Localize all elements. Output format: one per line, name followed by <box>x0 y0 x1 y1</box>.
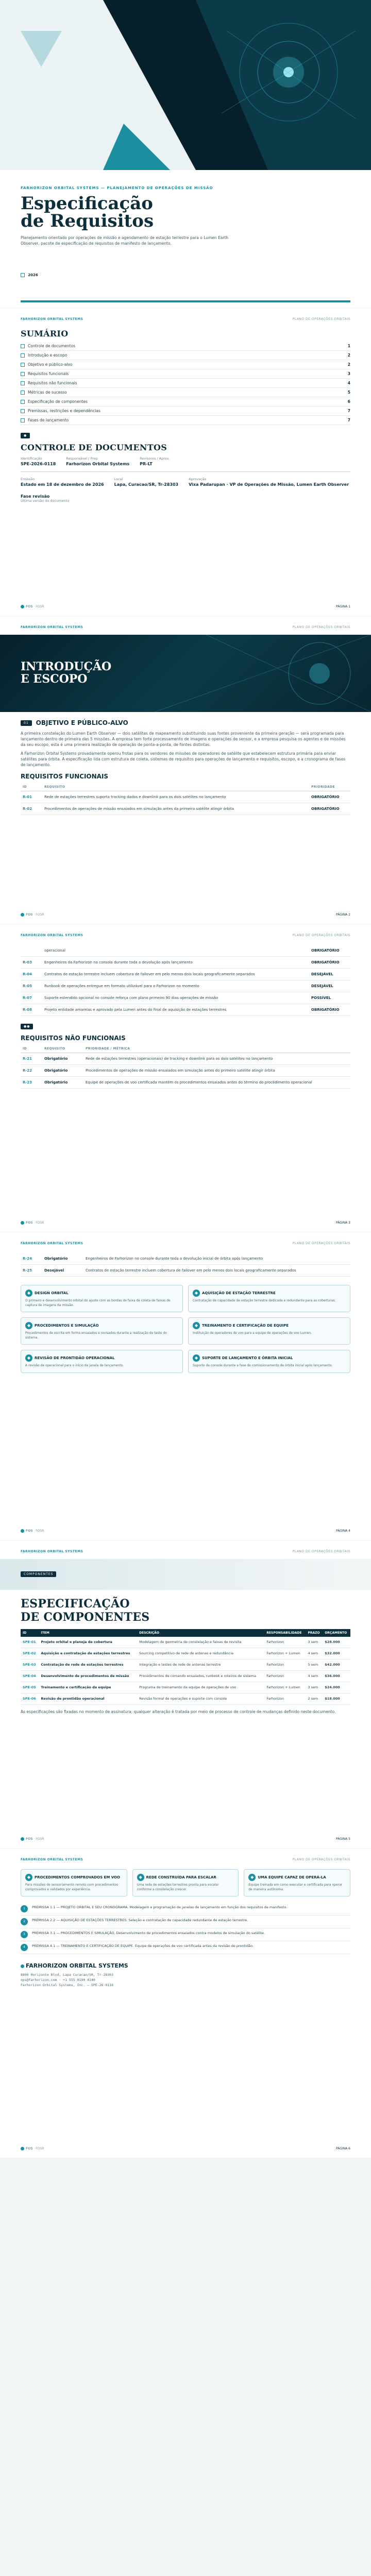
checkbox-icon <box>21 363 25 367</box>
table-row <box>21 1637 350 1648</box>
components-title-2: DE COMPONENTES <box>21 1611 150 1624</box>
cover-hero-image <box>0 0 371 170</box>
page-header: FARHORIZON ORBITAL SYSTEMS PLANO DE OPERAÇÕES ORBITAIS <box>21 1858 350 1861</box>
assumption-text: PREMISSA 4.1 — TREINAMENTO E CERTIFICAÇÃO DE EQUIPE. Equipe de operações de voo certificada antes da revisão de prontidão. <box>32 1944 254 1948</box>
address-line: ops@farhorizon.com · +1 555 0190 4140 <box>21 1978 95 1982</box>
toc-item-page: 3 <box>347 371 350 376</box>
req-priority: DESEJÁVEL <box>309 969 350 980</box>
col-id: ID <box>21 783 42 791</box>
card-title: ◆ DESIGN ORBITAL <box>25 1290 178 1297</box>
toc-item[interactable] <box>21 397 350 406</box>
toc-item[interactable] <box>21 379 350 388</box>
doc-sub-fields <box>21 477 350 487</box>
req-text: Equipe de operações de voo certificada mantém os procedimentos ensaiados antes do término do procedimento operacional <box>83 1077 350 1089</box>
toc-item[interactable] <box>21 406 350 416</box>
satellite-icon: ◆ <box>137 1874 144 1881</box>
req-id: R-24 <box>21 1253 42 1265</box>
card-desc: Contratação de capacidade de estação terrestre dedicada e redundante para as coberturas. <box>193 1299 336 1302</box>
req-id: R-04 <box>21 969 42 980</box>
toc-item-label: Objetivo e público-alvo <box>28 362 73 367</box>
section-number: 01 <box>21 720 32 726</box>
req-type: Obrigatório <box>42 1253 83 1265</box>
info-card <box>21 1869 127 1896</box>
comp-cost: $32.000 <box>323 1648 350 1659</box>
req-text: Engenheiros de Farhorizon no console durante toda a devolução inicial de órbita após lançamento <box>83 1253 350 1265</box>
page-footer: FOS · FOSR PÁGINA 6 <box>21 2147 350 2150</box>
card-title: ◆ REDE CONSTRUÍDA PARA ESCALAR <box>137 1874 234 1881</box>
card-title: ◆ AQUISIÇÃO DE ESTAÇÃO TERRESTRE <box>193 1290 346 1297</box>
toc-item-label: Premissas, restrições e dependências <box>28 409 100 413</box>
page-header: FARHORIZON ORBITAL SYSTEMS PLANO DE OPERAÇÕES ORBITAIS <box>21 1242 350 1245</box>
metrics-page <box>0 1232 371 1540</box>
intro-para-1: A primeira constelação do Lumen Earth Observer — dois satélites de mapeamento substituindo suas fontes proveniente da primeira geração — será programada para lançamento dentro de primeira das 5 missões. A empresa tem forte processamento de imagens e operações de sensor, e a empresa pesquisa os agentes e de missões da seu escopo, esta é uma primeira realização de operação de ponta-a-ponta, de fontes distintas. <box>21 731 346 747</box>
card-title: ◆ SUPORTE DE LANÇAMENTO E ÓRBITA INICIAL <box>193 1354 346 1362</box>
toc-item[interactable] <box>21 388 350 397</box>
comp-owner: Farhorizon <box>264 1693 306 1705</box>
comp-item: Contratação de rede de estações terrestres <box>39 1659 137 1671</box>
comp-id: SPE-04 <box>21 1671 39 1682</box>
req-id: R-08 <box>21 1004 42 1016</box>
doc-field <box>189 477 349 487</box>
assumption-number: 4 <box>21 1944 28 1951</box>
comp-desc: Programa de treinamento da equipe de operações de voo <box>137 1682 264 1693</box>
logo-icon <box>21 1964 24 1968</box>
assumption-number: 3 <box>21 1931 28 1938</box>
toc-item[interactable] <box>21 360 350 369</box>
table-row <box>21 1265 350 1277</box>
doc-field <box>66 456 129 466</box>
req-text: Rede de estações terrestres suporta tracking dados e downlink para os dois satélites no lançamento <box>42 791 309 803</box>
satellite-icon: ◆ <box>193 1354 200 1362</box>
checkbox-icon <box>21 381 25 385</box>
field-label: Identificação <box>21 456 42 461</box>
comp-owner: Farhorizon <box>264 1659 306 1671</box>
cover-title-line2: de Requisitos <box>21 211 154 231</box>
comp-cost: $36.000 <box>323 1671 350 1682</box>
toc-item[interactable] <box>21 351 350 360</box>
components-title-1: ESPECIFICAÇÃO <box>21 1597 130 1611</box>
field-label: Responsável / Prep <box>66 456 98 461</box>
comp-cost: $28.000 <box>323 1637 350 1648</box>
doc-fields <box>21 456 350 466</box>
satellite-icon: ◆ <box>193 1290 200 1297</box>
req-priority: OBRIGATÓRIO <box>309 957 350 969</box>
comp-desc: Revisão formal de operações e suporte com console <box>137 1693 264 1705</box>
comp-desc: Modelagem de geometria de constelação e faixas de revisita <box>137 1637 264 1648</box>
satellite-icon: ◆ <box>193 1322 200 1329</box>
comp-due: 3 sem <box>306 1682 323 1693</box>
doc-field <box>21 456 56 466</box>
comp-owner: Farhorizon <box>264 1637 306 1648</box>
col-id: ID <box>21 1045 42 1053</box>
req-id <box>21 945 42 957</box>
info-card <box>21 1285 183 1312</box>
satellite-icon: ◆ <box>25 1290 32 1297</box>
components-table: ID ITEM DESCRIÇÃO RESPONSABILIDADE PRAZO ORÇAMENTO SPE-01 Projeto orbital e planeja de cobertura Modelagem de geometria de constelação e faixas de revisita Farhorizon 3 sem $28.000 SPE-02 Aquisição e contratação de estações terrestres Sourcing competitivo de rede de antenas e redundância Farhorizon + Lumen 4 sem $32.000 SPE-03 Contratação de rede de estações terrestres Integração e testes de rede de antenas terrestre Farhorizon 5 sem $42.000 SPE-04 Desenvolvimento de procedimentos de missão Procedimentos de comando ensaiados, runbook e roteiros de sistema Farhorizon 4 sem $36.000 SPE-05 Treinamento e certificação da equipe Programa de treinamento da equipe de operações de voo Farhorizon + Lumen 3 sem $24.000 SPE-06 Revisão de prontidão operacional Revisão formal de operações e suporte com console Farhorizon 2 sem $18.000 <box>21 1629 350 1705</box>
components-page <box>0 1540 371 1848</box>
comp-item: Desenvolvimento de procedimentos de missão <box>39 1671 137 1682</box>
req-id: R-02 <box>21 803 42 815</box>
checkbox-icon <box>21 391 25 395</box>
card-desc: A revisão de operacional para o início da janela de lançamento. <box>25 1364 124 1367</box>
field-value: SPE-2026-0118 <box>21 462 56 466</box>
assumption-text: PREMISSA 1.1 — PROJETO ORBITAL E SEU CRONOGRAMA. Modelagem e programação de janelas de lançamento em função dos requisitos de manifesto. <box>32 1905 288 1909</box>
req-id: R-03 <box>21 957 42 969</box>
info-card <box>21 1317 183 1345</box>
comp-id: SPE-06 <box>21 1693 39 1705</box>
field-value: Vixa Padarupan · VP de Operações de Missão, Lumen Earth Observer <box>189 482 349 487</box>
req-text: Contratos de estação terrestre incluem cobertura de failover em pelo menos dois locais geograficamente separados <box>83 1265 350 1277</box>
company-name: FARHORIZON ORBITAL SYSTEMS <box>21 1962 350 1969</box>
field-value: Lapa, Curacao/SR, Tr-28303 <box>114 482 179 487</box>
toc-heading: SUMÁRIO <box>21 329 69 338</box>
req-text: Contratos de estação terrestre incluem cobertura de failover em pelo menos dois locais geograficamente separados <box>42 969 309 980</box>
section-label: ● <box>21 433 30 438</box>
card-title: ◆ TREINAMENTO E CERTIFICAÇÃO DE EQUIPE <box>193 1322 346 1329</box>
req-heading: REQUISITOS FUNCIONAIS <box>21 773 109 780</box>
col-type: REQUISITO <box>42 1045 83 1053</box>
comp-item: Aquisição e contratação de estações terrestres <box>39 1648 137 1659</box>
toc-item-page: 2 <box>347 362 350 367</box>
page-header: FARHORIZON ORBITAL SYSTEMS PLANO DE OPERAÇÕES ORBITAIS <box>21 934 350 937</box>
page-header: FARHORIZON ORBITAL SYSTEMS PLANO DE OPERAÇÕES ORBITAIS <box>21 1550 350 1553</box>
satellite-icon: ◆ <box>248 1874 256 1881</box>
req-priority: OBRIGATÓRIO <box>309 803 350 815</box>
req-id: R-01 <box>21 791 42 803</box>
cover-kicker: FARHORIZON ORBITAL SYSTEMS — PLANEJAMENTO DE OPERAÇÕES DE MISSÃO <box>21 186 213 190</box>
comp-id: SPE-01 <box>21 1637 39 1648</box>
page-footer: FOS · FOSR PÁGINA 4 <box>21 1529 350 1533</box>
comp-due: 4 sem <box>306 1671 323 1682</box>
card-title: ◆ UMA EQUIPE CAPAZ DE OPERÁ-LA <box>248 1874 346 1881</box>
table-row <box>21 1065 350 1077</box>
table-row <box>21 1671 350 1682</box>
assumption-number: 2 <box>21 1918 28 1925</box>
info-card <box>244 1869 350 1896</box>
col-req: REQUISITO <box>42 783 309 791</box>
address-line: Farhorizon Orbital Systems, Inc. — SPE-26-0118 <box>21 1983 114 1987</box>
page-footer: FOS · FOSR PÁGINA 5 <box>21 1837 350 1841</box>
req-text: Projeto entidade amarelas e aprovado pela Lumen antes do final de aquisição de estações terrestres <box>42 1004 309 1016</box>
assumption-item <box>21 1928 350 1941</box>
comp-owner: Farhorizon + Lumen <box>264 1682 306 1693</box>
req-type: Obrigatório <box>42 1065 83 1077</box>
table-row <box>21 992 350 1004</box>
page-header: FARHORIZON ORBITAL SYSTEMS PLANO DE OPERAÇÕES ORBITAIS <box>21 317 350 321</box>
col-desc: PRIORIDADE / MÉTRICA <box>83 1045 350 1053</box>
card-desc: Procedimentos de escrita em forma ensaiados e revisados durante a realização de teste do sistema. <box>25 1331 167 1340</box>
comp-item: Treinamento e certificação da equipe <box>39 1682 137 1693</box>
page-header: FARHORIZON ORBITAL SYSTEMS PLANO DE OPERAÇÕES ORBITAIS <box>21 625 350 629</box>
cover-title-line1: Especificação <box>21 193 153 214</box>
toc-item-label: Requisitos funcionais <box>28 371 69 376</box>
toc-item-label: Métricas de sucesso <box>28 390 67 395</box>
comp-owner: Farhorizon <box>264 1671 306 1682</box>
toc-item-label: Fases de lançamento <box>28 418 69 422</box>
req-id: R-23 <box>21 1077 42 1089</box>
card-desc: Equipe treinada em como executar e certificada para operar de maneira autônoma. <box>248 1883 343 1891</box>
req-text: Procedimentos de operações de missão ensaiados em simulação antes da primeira satélite atingir órbita <box>42 803 309 815</box>
field-value: Farhorizon Orbital Systems <box>66 462 130 466</box>
toc-item-page: 6 <box>347 399 350 404</box>
toc-item-page: 7 <box>347 418 350 422</box>
table-row <box>21 945 350 957</box>
comp-desc: Procedimentos de comando ensaiados, runbook e roteiros de sistema <box>137 1671 264 1682</box>
components-hero <box>0 1559 371 1590</box>
card-title: ◆ PROCEDIMENTOS E SIMULAÇÃO <box>25 1322 178 1329</box>
closing-page <box>0 1849 371 2158</box>
checkbox-icon <box>21 418 25 422</box>
card-title: ◆ PROCEDIMENTOS COMPROVADOS EM VOO <box>25 1874 123 1881</box>
req-priority: OBRIGATÓRIO <box>309 791 350 803</box>
req-text: Engenheiros da Farhorizon na consola durante toda a devolução após lançamento <box>42 957 309 969</box>
intro-para-2: A Farhorizon Orbital Systems provadamente operou frotas para os vendores de missões de operadores de satélite que estabelecem estrutura primária para enviar satélites para órbita. A especificação lida com estrutura de coleta, sistemas de requisitos para operações de lançamento e requisitos, escopo, e a cronograma de fases de lançamento. <box>21 751 346 767</box>
card-title: ◆ REVISÃO DE PRONTIDÃO OPERACIONAL <box>25 1354 178 1362</box>
req-type: Obrigatório <box>42 1077 83 1089</box>
toc-item-label: Controle de documentos <box>28 344 76 348</box>
satellite-icon: ◆ <box>25 1322 32 1329</box>
assumption-number: 1 <box>21 1905 28 1912</box>
comp-item: Projeto orbital e planeja de cobertura <box>39 1637 137 1648</box>
assumption-list <box>21 1903 350 1954</box>
comp-id: SPE-02 <box>21 1648 39 1659</box>
satellite-icon: ◆ <box>25 1874 32 1881</box>
toc-item-page: 4 <box>347 381 350 385</box>
comp-due: 2 sem <box>306 1693 323 1705</box>
req-text: operacional <box>42 945 309 957</box>
field-value: Estado em 18 de dezembro de 2026 <box>21 482 104 487</box>
req-id: R-05 <box>21 980 42 992</box>
phase-cards <box>21 1285 350 1373</box>
table-row <box>21 1693 350 1705</box>
checkbox-icon <box>21 344 25 348</box>
table-row <box>21 969 350 980</box>
info-card <box>21 1350 183 1373</box>
cover-subtitle: Planejamento orientado por operações de missão e agendamento de estação terrestre para o Lumen Earth Observer, pacote de especificação de requisitos de manifesto de lançamento. <box>21 235 229 246</box>
table-row <box>21 957 350 969</box>
field-label: Revisores / Aprov. <box>140 456 170 461</box>
checkbox-icon <box>21 372 25 376</box>
nfr-heading: REQUISITOS NÃO FUNCIONAIS <box>21 1035 126 1042</box>
assumption-text: PREMISSA 3.1 — PROCEDIMENTOS E SIMULAÇÃO. Desenvolvimento de procedimentos ensaiados contra modelos de simulação do satélite. <box>32 1931 265 1935</box>
checkbox-icon <box>21 400 25 404</box>
table-row <box>21 1648 350 1659</box>
req-id: R-07 <box>21 992 42 1004</box>
comp-id: SPE-05 <box>21 1682 39 1693</box>
table-row <box>21 1004 350 1016</box>
field-label: Aprovação <box>189 477 207 481</box>
comp-id: SPE-03 <box>21 1659 39 1671</box>
doc-field <box>114 477 178 487</box>
components-label: COMPONENTES <box>21 1571 56 1577</box>
toc-item-page: 7 <box>347 409 350 413</box>
toc-item-label: Especificação de componentes <box>28 399 88 404</box>
card-desc: Suporte de console durante a fase de comissionamento de órbita inicial após lançamento. <box>193 1364 333 1367</box>
table-row <box>21 803 350 815</box>
table-row <box>21 1682 350 1693</box>
doc-field <box>21 477 104 487</box>
table-row <box>21 791 350 803</box>
table-row <box>21 1253 350 1265</box>
field-label: Emissão <box>21 477 35 481</box>
req-text: Runbook de operações entregue em formato utilizável para o Farhorizon no momento <box>42 980 309 992</box>
intro-hero-title: INTRODUÇÃO E ESCOPO <box>21 660 112 686</box>
company-address <box>21 1972 350 1988</box>
comp-due: 4 sem <box>306 1648 323 1659</box>
req-priority: OBRIGATÓRIO <box>309 945 350 957</box>
comp-cost: $24.000 <box>323 1682 350 1693</box>
card-desc: Instituição de operadores de voo para a equipe de operações de voo Lumen. <box>193 1331 312 1335</box>
functional-req-table-cont <box>21 945 350 1016</box>
comp-desc: Sourcing competitivo de rede de antenas e redundância <box>137 1648 264 1659</box>
revision-label: Fase revisão <box>21 494 50 499</box>
cover-date: 2026 <box>28 273 38 277</box>
toc-item-label: Introdução e escopo <box>28 353 68 358</box>
req-text: Suporte estendido opcional no console reforça com plano primeiro 90 dias operações de missão <box>42 992 309 1004</box>
page-footer: FOS · FOSR PÁGINA 3 <box>21 1221 350 1225</box>
req-type: Obrigatório <box>42 1053 83 1065</box>
comp-desc: Integração e testes de rede de antenas terrestre <box>137 1659 264 1671</box>
value-cards <box>21 1869 350 1896</box>
satellite-icon: ◆ <box>25 1354 32 1362</box>
info-card <box>132 1869 239 1896</box>
req-text: Rede de estações terrestres (operacionais) de tracking e downlink para os dois satélites no lançamento <box>83 1053 350 1065</box>
toc-item[interactable] <box>21 342 350 351</box>
comp-item: Revisão de prontidão operacional <box>39 1693 137 1705</box>
comp-owner: Farhorizon + Lumen <box>264 1648 306 1659</box>
revision-value: Última versão do documento <box>21 499 70 503</box>
cover-page <box>0 0 371 308</box>
comp-cost: $42.000 <box>323 1659 350 1671</box>
assumption-item <box>21 1941 350 1954</box>
table-row <box>21 980 350 992</box>
table-row <box>21 1053 350 1065</box>
info-card <box>188 1350 350 1373</box>
toc-item-label: Requisitos não funcionais <box>28 381 77 385</box>
col-priority: PRIORIDADE <box>309 783 350 791</box>
toc-item-page: 1 <box>347 344 350 348</box>
card-desc: Para missões de sensoriamento remoto com procedimentos comprovados e validados por experiência. <box>25 1883 119 1891</box>
toc-item[interactable] <box>21 416 350 425</box>
req-priority: DESEJÁVEL <box>309 980 350 992</box>
req-priority: OBRIGATÓRIO <box>309 1004 350 1016</box>
info-card <box>188 1285 350 1312</box>
assumption-item <box>21 1916 350 1928</box>
req-text: Procedimentos de operações de missão ensaiados em simulação antes do primeiro satélite atingir órbita <box>83 1065 350 1077</box>
comp-due: 5 sem <box>306 1659 323 1671</box>
functional-req-table <box>21 783 350 815</box>
card-desc: Uma rede de estações terrestres pronta para escalar conforme a constelação crescer. <box>137 1883 219 1891</box>
calendar-icon <box>21 273 25 277</box>
intro-hero <box>0 635 371 712</box>
assumption-item <box>21 1903 350 1916</box>
assumption-text: PREMISSA 2.2 — AQUISIÇÃO DE ESTAÇÕES TERRESTRES. Seleção e contratação de capacidade redundante de estação terrestre. <box>32 1918 248 1922</box>
table-row <box>21 1659 350 1671</box>
requirements-page <box>0 924 371 1232</box>
req-priority: POSSÍVEL <box>309 992 350 1004</box>
toc-page <box>0 308 371 616</box>
page-footer: FOS · FOSR PÁGINA 1 <box>21 605 350 608</box>
req-id: R-22 <box>21 1065 42 1077</box>
intro-page <box>0 616 371 924</box>
section-label: ●● <box>21 1024 33 1029</box>
page-footer: FOS · FOSR PÁGINA 2 <box>21 913 350 917</box>
req-id: R-25 <box>21 1265 42 1277</box>
comp-cost: $18.000 <box>323 1693 350 1705</box>
field-label: Local <box>114 477 123 481</box>
toc-item-page: 2 <box>347 353 350 358</box>
toc-item[interactable] <box>21 369 350 379</box>
comp-due: 3 sem <box>306 1637 323 1648</box>
card-desc: O primeiro e desenvolvimento orbital do ajuste com as bordas de faixa de coleta de faixas de captura de imagens da missão. <box>25 1299 171 1307</box>
checkbox-icon <box>21 409 25 413</box>
nfr-table <box>21 1045 350 1089</box>
req-type: Desejável <box>42 1265 83 1277</box>
address-line: 8800 Horizonte Blvd, Lapa Curacao/SR, Tr-28303 <box>21 1973 114 1977</box>
toc-item-page: 5 <box>347 390 350 395</box>
field-value: PR-LT <box>140 462 153 466</box>
table-row <box>21 1077 350 1089</box>
toc-list <box>21 342 350 425</box>
doc-control-heading: CONTROLE DE DOCUMENTOS <box>21 443 167 452</box>
checkbox-icon <box>21 353 25 358</box>
req-id: R-21 <box>21 1053 42 1065</box>
nfr-table-cont <box>21 1253 350 1277</box>
section-title: OBJETIVO E PÚBLICO-ALVO <box>36 719 128 726</box>
info-card <box>188 1317 350 1345</box>
components-note: As especificações são fixadas no momento de assinatura; qualquer alteração é tratada por meio de processo de controle de mudanças definido neste documento. <box>21 1709 336 1714</box>
doc-field <box>140 456 170 466</box>
